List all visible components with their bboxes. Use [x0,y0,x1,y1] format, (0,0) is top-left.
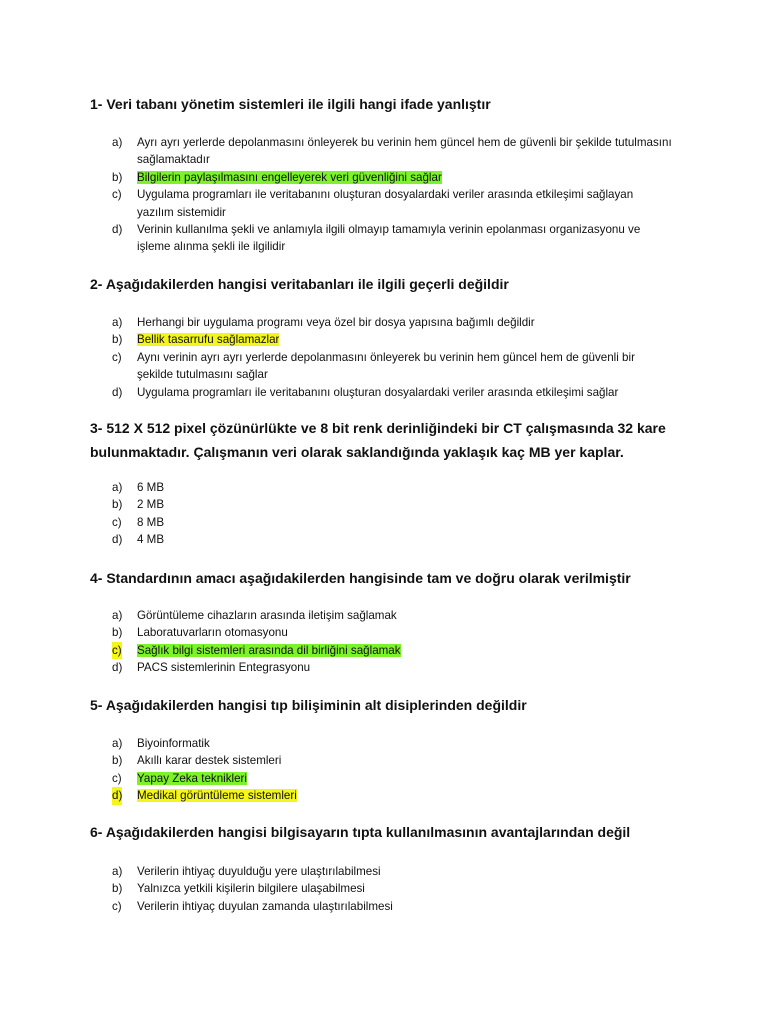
option-text: Uygulama programları ile veritabanını oluşturan dosyalardaki veriler arasında etkileşimi sağlar [137,385,619,399]
option-b: b) Akıllı karar destek sistemleri [112,754,282,768]
option-text-highlighted: Yapay Zeka teknikleri [137,771,247,785]
option-d: d) PACS sistemlerinin Entegrasyonu [112,661,311,675]
option-text-highlighted: Medikal görüntüleme sistemleri [137,789,297,803]
option-b: b) 2 MB [112,498,165,512]
question-3-options [112,479,672,549]
option-text: Biyoinformatik [137,737,210,750]
option-text: Yalnızca yetkili kişilerin bilgilere ulaşabilmesi [137,882,365,896]
option-text: Laboratuvarların otomasyonu [137,626,288,640]
option-d: d) Medikal görüntüleme sistemleri [112,787,672,804]
option-b: b) Bellik tasarrufu sağlamazlar [112,333,280,347]
option-text: Aynı verinin ayrı ayrı yerlerde depolanmasını önleyerek bu verinin hem güncel hem de güvenli bir şekilde tutulmasını sağlar [137,350,635,382]
option-a: a) Görüntüleme cihazların arasında iletişim sağlamak [112,609,397,622]
question-4 [90,566,690,590]
question-4-options [112,607,672,677]
option-c: c) Aynı verinin ayrı ayrı yerlerde depolanmasını önleyerek bu verinin hem güncel hem de güvenli bir şekilde tutulmasını sağlar [112,350,635,382]
option-c: c) 8 MB [112,515,165,529]
question-6 [90,820,690,844]
option-text: 6 MB [137,481,165,494]
option-text: 8 MB [137,515,165,529]
question-2-options [112,314,672,401]
question-title: 2- Aşağıdakilerden hangisi veritabanları ile ilgili geçerli değildir [90,276,509,292]
option-text: Görüntüleme cihazların arasında iletişim sağlamak [137,609,397,622]
option-c: c) Uygulama programları ile veritabanını oluşturan dosyalardaki veriler arasında etkileşimi sağlayan yazılım sistemidir [112,188,634,219]
option-text: PACS sistemlerinin Entegrasyonu [137,661,311,675]
option-c: c) Verilerin ihtiyaç duyulan zamanda ulaştırılabilmesi [112,899,393,913]
option-a: a) 6 MB [112,481,165,494]
question-2 [90,272,690,296]
option-text-highlighted: Sağlık bilgi sistemleri arasında dil birliğini sağlamak [137,643,401,657]
option-c: c) Sağlık bilgi sistemleri arasında dil birliğini sağlamak [112,642,672,659]
option-a: a) Herhangi bir uygulama programı veya özel bir dosya yapısına bağımlı değildir [112,316,535,329]
question-1 [90,92,690,116]
option-b: b) Laboratuvarların otomasyonu [112,626,288,640]
option-d: d) Verinin kullanılma şekli ve anlamıyla ilgili olmayıp tamamıyla verinin epolanması organizasyonu ve işleme alınma şekli ile ilgilidir [112,223,641,254]
question-title: 5- Aşağıdakilerden hangisi tıp bilişiminin alt disiplerinden değildir [90,697,527,713]
option-a: a) Ayrı ayrı yerlerde depolanmasını önleyerek bu verinin hem güncel hem de güvenli bir şekilde tutulmasını sağlamaktadır [112,136,672,167]
option-text: 2 MB [137,498,165,512]
question-title: 1- Veri tabanı yönetim sistemleri ile ilgili hangi ifade yanlıştır [90,96,491,112]
option-text-highlighted: Bilgilerin paylaşılmasını engelleyerek veri güvenliğini sağlar [137,170,442,184]
question-title: 3- 512 X 512 pixel çözünürlükte ve 8 bit renk derinliğindeki bir CT çalışmasında 32 kare bulunmaktadır. Çalışmanın veri olarak saklandığında yaklaşık kaç MB yer kaplar. [90,420,666,460]
option-a: a) Biyoinformatik [112,737,210,750]
option-text: Ayrı ayrı yerlerde depolanmasını önleyerek bu verinin hem güncel hem de güvenli bir şekilde tutulmasını sağlamaktadır [137,136,672,167]
question-5-options [112,735,672,805]
question-title: 6- Aşağıdakilerden hangisi bilgisayarın tıpta kullanılmasının avantajlarından değil [90,824,631,840]
option-text: Verilerin ihtiyaç duyulduğu yere ulaştırılabilmesi [137,865,381,878]
option-text: Verinin kullanılma şekli ve anlamıyla ilgili olmayıp tamamıyla verinin epolanması organizasyonu ve işleme alınma şekli ile ilgilidir [137,223,641,254]
option-c: c) Yapay Zeka teknikleri [112,771,247,785]
question-3 [90,416,690,464]
option-text: Akıllı karar destek sistemleri [137,754,282,768]
question-title: 4- Standardının amacı aşağıdakilerden hangisinde tam ve doğru olarak verilmiştir [90,570,631,586]
option-text: Verilerin ihtiyaç duyulan zamanda ulaştırılabilmesi [137,899,393,913]
option-text: 4 MB [137,533,165,547]
option-d: d) 4 MB [112,533,165,547]
question-1-options [112,134,672,256]
option-d: d) Uygulama programları ile veritabanını oluşturan dosyalardaki veriler arasında etkileşimi sağlar [112,385,619,399]
option-b: b) Yalnızca yetkili kişilerin bilgilere ulaşabilmesi [112,882,365,896]
question-6-options [112,863,672,915]
question-5 [90,693,690,717]
option-b: b) Bilgilerin paylaşılmasını engelleyerek veri güvenliğini sağlar [112,170,442,184]
option-text-highlighted: Bellik tasarrufu sağlamazlar [137,333,280,347]
option-text: Herhangi bir uygulama programı veya özel bir dosya yapısına bağımlı değildir [137,316,535,329]
option-a: a) Verilerin ihtiyaç duyulduğu yere ulaştırılabilmesi [112,865,381,878]
option-text: Uygulama programları ile veritabanını oluşturan dosyalardaki veriler arasında etkileşimi sağlayan yazılım sistemidir [137,188,634,219]
